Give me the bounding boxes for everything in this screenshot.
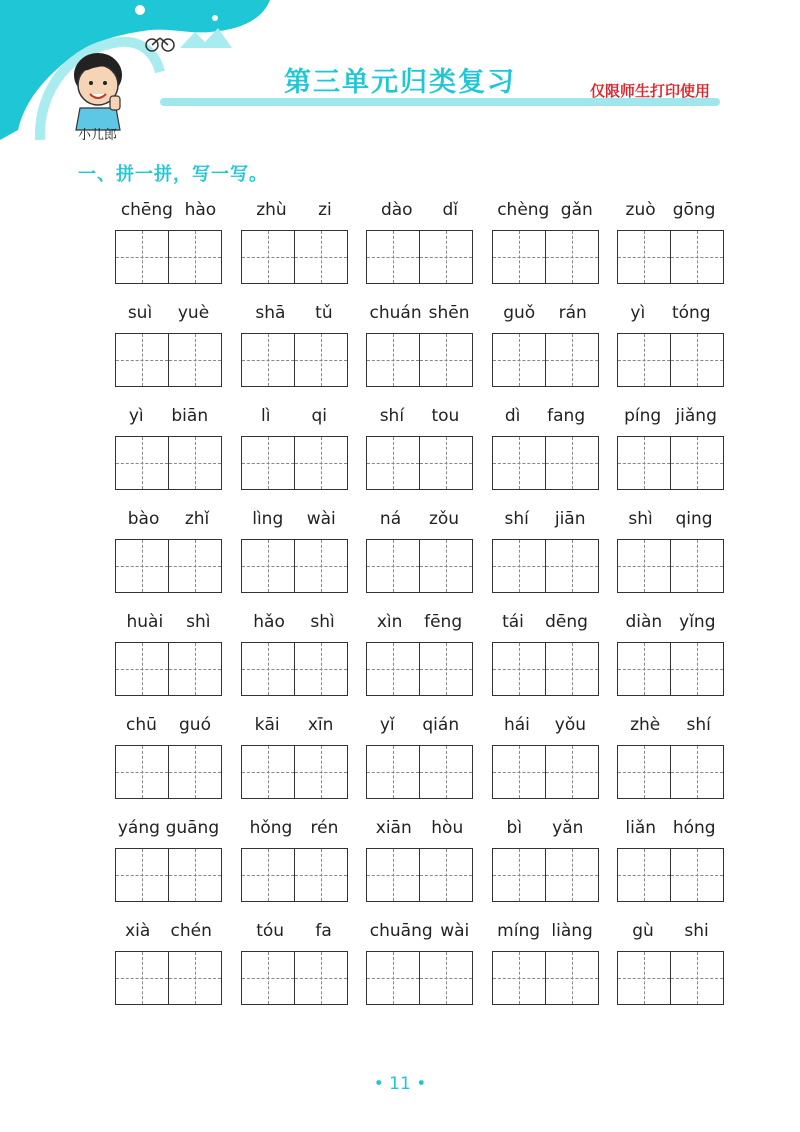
writing-box[interactable] bbox=[617, 951, 724, 1005]
pinyin-label bbox=[241, 921, 348, 941]
pinyin-syllable: qi bbox=[311, 406, 327, 426]
writing-box[interactable] bbox=[366, 848, 473, 902]
exercise-item bbox=[617, 814, 724, 917]
writing-box[interactable] bbox=[241, 642, 348, 696]
pinyin-label bbox=[241, 406, 348, 426]
pinyin-syllable: shí bbox=[504, 509, 529, 529]
pinyin-syllable: hǒng bbox=[249, 818, 293, 838]
pinyin-label bbox=[366, 921, 473, 941]
exercise-item bbox=[492, 299, 599, 402]
pinyin-syllable: liǎn bbox=[625, 818, 657, 838]
pinyin-label bbox=[241, 303, 348, 323]
exercise-item bbox=[617, 505, 724, 608]
character-cell[interactable] bbox=[670, 334, 723, 386]
writing-box[interactable] bbox=[115, 642, 222, 696]
exercise-item bbox=[115, 505, 222, 608]
pinyin-syllable: chén bbox=[170, 921, 212, 941]
pinyin-syllable: wài bbox=[306, 509, 336, 529]
character-cell[interactable] bbox=[419, 952, 472, 1004]
character-cell[interactable] bbox=[367, 334, 419, 386]
character-cell[interactable] bbox=[168, 643, 221, 695]
character-cell[interactable] bbox=[116, 849, 168, 901]
pinyin-syllable: shì bbox=[310, 612, 335, 632]
character-cell[interactable] bbox=[670, 746, 723, 798]
writing-box[interactable] bbox=[617, 436, 724, 490]
exercise-item bbox=[366, 299, 473, 402]
pinyin-label bbox=[115, 200, 222, 220]
character-cell[interactable] bbox=[242, 334, 294, 386]
writing-box[interactable] bbox=[115, 951, 222, 1005]
character-cell[interactable] bbox=[493, 437, 545, 489]
character-cell[interactable] bbox=[242, 849, 294, 901]
character-cell[interactable] bbox=[367, 643, 419, 695]
pinyin-syllable: yáng bbox=[117, 818, 160, 838]
character-cell[interactable] bbox=[168, 540, 221, 592]
character-cell[interactable] bbox=[493, 643, 545, 695]
pinyin-syllable: gǎn bbox=[560, 200, 593, 220]
writing-box[interactable] bbox=[241, 848, 348, 902]
exercise-heading: 一、拼一拼，写一写。 bbox=[78, 164, 268, 185]
pinyin-syllable: jiān bbox=[554, 509, 586, 529]
pinyin-syllable: hóng bbox=[672, 818, 716, 838]
exercise-item bbox=[617, 299, 724, 402]
pinyin-syllable: chuán bbox=[369, 303, 422, 323]
pinyin-syllable: shì bbox=[628, 509, 653, 529]
writing-box[interactable] bbox=[241, 333, 348, 387]
character-cell[interactable] bbox=[493, 231, 545, 283]
character-cell[interactable] bbox=[618, 746, 670, 798]
pinyin-label bbox=[366, 612, 473, 632]
writing-box[interactable] bbox=[617, 642, 724, 696]
character-cell[interactable] bbox=[116, 952, 168, 1004]
character-cell[interactable] bbox=[493, 952, 545, 1004]
page-title: 第三单元归类复习 bbox=[284, 67, 516, 98]
writing-box[interactable] bbox=[492, 642, 599, 696]
exercise-item bbox=[366, 711, 473, 814]
pinyin-label bbox=[617, 612, 724, 632]
character-cell[interactable] bbox=[545, 231, 598, 283]
pinyin-label bbox=[366, 509, 473, 529]
pinyin-syllable: lì bbox=[261, 406, 271, 426]
pinyin-syllable: xiān bbox=[375, 818, 412, 838]
pinyin-syllable: fēng bbox=[424, 612, 463, 632]
pinyin-syllable: zǒu bbox=[428, 509, 460, 529]
writing-box[interactable] bbox=[241, 951, 348, 1005]
pinyin-label bbox=[617, 303, 724, 323]
pinyin-syllable: hòu bbox=[431, 818, 464, 838]
character-cell[interactable] bbox=[618, 849, 670, 901]
pinyin-syllable: tóng bbox=[671, 303, 711, 323]
pinyin-syllable: shā bbox=[255, 303, 286, 323]
exercise-item bbox=[115, 917, 222, 1020]
pinyin-syllable: liàng bbox=[551, 921, 593, 941]
pinyin-label bbox=[115, 303, 222, 323]
exercise-item bbox=[241, 299, 348, 402]
character-cell[interactable] bbox=[242, 746, 294, 798]
pinyin-syllable: tǔ bbox=[315, 303, 333, 323]
character-cell[interactable] bbox=[367, 437, 419, 489]
exercise-grid bbox=[115, 196, 727, 1020]
pinyin-syllable: dào bbox=[380, 200, 413, 220]
page-number: • 11 • bbox=[373, 1074, 427, 1094]
print-usage-note: 仅限师生打印使用 bbox=[590, 82, 711, 100]
character-cell[interactable] bbox=[168, 437, 221, 489]
exercise-item bbox=[366, 608, 473, 711]
pinyin-label bbox=[617, 200, 724, 220]
pinyin-syllable: kāi bbox=[254, 715, 280, 735]
character-cell[interactable] bbox=[545, 849, 598, 901]
exercise-item bbox=[617, 196, 724, 299]
pinyin-label bbox=[492, 509, 599, 529]
pinyin-label bbox=[492, 921, 599, 941]
character-cell[interactable] bbox=[242, 643, 294, 695]
exercise-item bbox=[492, 608, 599, 711]
pinyin-label bbox=[241, 715, 348, 735]
character-cell[interactable] bbox=[419, 643, 472, 695]
exercise-item bbox=[115, 608, 222, 711]
exercise-item bbox=[115, 814, 222, 917]
pinyin-label bbox=[617, 509, 724, 529]
writing-box[interactable] bbox=[492, 436, 599, 490]
writing-box[interactable] bbox=[366, 642, 473, 696]
pinyin-syllable: shì bbox=[186, 612, 211, 632]
pinyin-label bbox=[115, 509, 222, 529]
character-cell[interactable] bbox=[367, 952, 419, 1004]
exercise-item bbox=[366, 505, 473, 608]
pinyin-syllable: chuāng bbox=[369, 921, 433, 941]
writing-box[interactable] bbox=[617, 333, 724, 387]
character-cell[interactable] bbox=[294, 231, 347, 283]
writing-box[interactable] bbox=[617, 230, 724, 284]
pinyin-syllable: píng bbox=[624, 406, 662, 426]
writing-box[interactable] bbox=[115, 539, 222, 593]
mascot-boy-illustration bbox=[74, 53, 122, 130]
pinyin-label bbox=[492, 200, 599, 220]
writing-box[interactable] bbox=[115, 848, 222, 902]
pinyin-syllable: guǒ bbox=[503, 303, 536, 323]
writing-box[interactable] bbox=[492, 848, 599, 902]
pinyin-label bbox=[492, 715, 599, 735]
pinyin-syllable: yǐng bbox=[679, 612, 716, 632]
character-cell[interactable] bbox=[242, 540, 294, 592]
exercise-item bbox=[492, 814, 599, 917]
exercise-item bbox=[241, 814, 348, 917]
character-cell[interactable] bbox=[618, 437, 670, 489]
pinyin-syllable: míng bbox=[497, 921, 541, 941]
pinyin-label bbox=[115, 715, 222, 735]
character-cell[interactable] bbox=[116, 643, 168, 695]
character-cell[interactable] bbox=[419, 746, 472, 798]
pinyin-syllable: chū bbox=[126, 715, 157, 735]
pinyin-label bbox=[366, 200, 473, 220]
character-cell[interactable] bbox=[294, 540, 347, 592]
character-cell[interactable] bbox=[294, 849, 347, 901]
writing-box[interactable] bbox=[492, 539, 599, 593]
pinyin-label bbox=[617, 921, 724, 941]
character-cell[interactable] bbox=[670, 952, 723, 1004]
character-cell[interactable] bbox=[294, 952, 347, 1004]
writing-box[interactable] bbox=[241, 539, 348, 593]
exercise-item bbox=[492, 196, 599, 299]
character-cell[interactable] bbox=[367, 231, 419, 283]
writing-box[interactable] bbox=[115, 436, 222, 490]
exercise-item bbox=[366, 196, 473, 299]
character-cell[interactable] bbox=[670, 540, 723, 592]
pinyin-syllable: guāng bbox=[165, 818, 220, 838]
pinyin-syllable: biān bbox=[171, 406, 209, 426]
character-cell[interactable] bbox=[419, 231, 472, 283]
writing-box[interactable] bbox=[115, 333, 222, 387]
character-cell[interactable] bbox=[493, 746, 545, 798]
pinyin-syllable: yuè bbox=[177, 303, 210, 323]
pinyin-syllable: qing bbox=[675, 509, 713, 529]
pinyin-syllable: zuò bbox=[625, 200, 656, 220]
writing-box[interactable] bbox=[366, 333, 473, 387]
character-cell[interactable] bbox=[670, 437, 723, 489]
pinyin-syllable: qián bbox=[422, 715, 460, 735]
pinyin-syllable: gōng bbox=[672, 200, 716, 220]
character-cell[interactable] bbox=[545, 540, 598, 592]
pinyin-syllable: hǎo bbox=[253, 612, 285, 632]
character-cell[interactable] bbox=[168, 231, 221, 283]
writing-box[interactable] bbox=[492, 333, 599, 387]
pinyin-label bbox=[492, 406, 599, 426]
character-cell[interactable] bbox=[545, 437, 598, 489]
character-cell[interactable] bbox=[294, 643, 347, 695]
pinyin-syllable: tou bbox=[431, 406, 460, 426]
writing-box[interactable] bbox=[366, 436, 473, 490]
pinyin-label bbox=[366, 406, 473, 426]
character-cell[interactable] bbox=[545, 643, 598, 695]
character-cell[interactable] bbox=[367, 849, 419, 901]
pinyin-label bbox=[617, 406, 724, 426]
exercise-item bbox=[241, 196, 348, 299]
character-cell[interactable] bbox=[419, 437, 472, 489]
pinyin-syllable: rán bbox=[558, 303, 587, 323]
character-cell[interactable] bbox=[670, 231, 723, 283]
character-cell[interactable] bbox=[493, 334, 545, 386]
writing-box[interactable] bbox=[366, 539, 473, 593]
character-cell[interactable] bbox=[670, 849, 723, 901]
writing-box[interactable] bbox=[617, 745, 724, 799]
writing-box[interactable] bbox=[241, 230, 348, 284]
character-cell[interactable] bbox=[545, 746, 598, 798]
pinyin-label bbox=[366, 303, 473, 323]
pinyin-syllable: yǐ bbox=[379, 715, 395, 735]
pinyin-syllable: shí bbox=[379, 406, 405, 426]
pinyin-syllable: bì bbox=[506, 818, 523, 838]
pinyin-syllable: dǐ bbox=[442, 200, 459, 220]
character-cell[interactable] bbox=[168, 334, 221, 386]
pinyin-label bbox=[492, 818, 599, 838]
exercise-item bbox=[115, 711, 222, 814]
character-cell[interactable] bbox=[116, 437, 168, 489]
pinyin-label bbox=[115, 612, 222, 632]
character-cell[interactable] bbox=[116, 746, 168, 798]
exercise-item bbox=[617, 402, 724, 505]
pinyin-syllable: dēng bbox=[545, 612, 588, 632]
pinyin-label bbox=[366, 818, 473, 838]
pinyin-syllable: xìn bbox=[376, 612, 403, 632]
character-cell[interactable] bbox=[116, 334, 168, 386]
pinyin-syllable: zhǐ bbox=[184, 509, 210, 529]
writing-box[interactable] bbox=[115, 745, 222, 799]
exercise-item bbox=[366, 917, 473, 1020]
pinyin-syllable: dì bbox=[504, 406, 521, 426]
pinyin-label bbox=[115, 818, 222, 838]
writing-box[interactable] bbox=[617, 848, 724, 902]
pinyin-label bbox=[366, 715, 473, 735]
character-cell[interactable] bbox=[242, 952, 294, 1004]
character-cell[interactable] bbox=[168, 849, 221, 901]
pinyin-label bbox=[241, 509, 348, 529]
exercise-item bbox=[366, 814, 473, 917]
exercise-item bbox=[115, 299, 222, 402]
pinyin-label bbox=[241, 818, 348, 838]
character-cell[interactable] bbox=[545, 334, 598, 386]
pinyin-syllable: ná bbox=[379, 509, 402, 529]
exercise-item bbox=[241, 505, 348, 608]
exercise-item bbox=[492, 505, 599, 608]
pinyin-syllable: zhù bbox=[256, 200, 287, 220]
character-cell[interactable] bbox=[116, 540, 168, 592]
writing-box[interactable] bbox=[241, 436, 348, 490]
pinyin-label bbox=[617, 715, 724, 735]
character-cell[interactable] bbox=[419, 540, 472, 592]
pinyin-syllable: xià bbox=[125, 921, 151, 941]
character-cell[interactable] bbox=[618, 643, 670, 695]
pinyin-syllable: huài bbox=[126, 612, 164, 632]
character-cell[interactable] bbox=[545, 952, 598, 1004]
pinyin-syllable: suì bbox=[127, 303, 153, 323]
exercise-item bbox=[241, 917, 348, 1020]
pinyin-syllable: shí bbox=[686, 715, 711, 735]
character-cell[interactable] bbox=[618, 231, 670, 283]
writing-box[interactable] bbox=[492, 745, 599, 799]
character-cell[interactable] bbox=[367, 540, 419, 592]
exercise-item bbox=[492, 711, 599, 814]
character-cell[interactable] bbox=[168, 952, 221, 1004]
mascot-caption: 小儿郎 bbox=[78, 128, 118, 143]
pinyin-syllable: hái bbox=[503, 715, 530, 735]
pinyin-syllable: hào bbox=[184, 200, 217, 220]
pinyin-syllable: lìng bbox=[252, 509, 284, 529]
writing-box[interactable] bbox=[115, 230, 222, 284]
pinyin-syllable: fa bbox=[315, 921, 332, 941]
pinyin-syllable: tóu bbox=[256, 921, 285, 941]
pinyin-syllable: shi bbox=[684, 921, 709, 941]
pinyin-syllable: fang bbox=[547, 406, 586, 426]
character-cell[interactable] bbox=[116, 231, 168, 283]
pinyin-label bbox=[492, 303, 599, 323]
pinyin-syllable: zi bbox=[318, 200, 332, 220]
exercise-item bbox=[617, 608, 724, 711]
writing-box[interactable] bbox=[492, 951, 599, 1005]
writing-box[interactable] bbox=[366, 951, 473, 1005]
character-cell[interactable] bbox=[294, 334, 347, 386]
pinyin-syllable: xīn bbox=[307, 715, 334, 735]
pinyin-label bbox=[115, 921, 222, 941]
exercise-item bbox=[492, 917, 599, 1020]
pinyin-syllable: diàn bbox=[625, 612, 663, 632]
pinyin-label bbox=[617, 818, 724, 838]
pinyin-label bbox=[115, 406, 222, 426]
writing-box[interactable] bbox=[241, 745, 348, 799]
character-cell[interactable] bbox=[242, 437, 294, 489]
pinyin-syllable: gù bbox=[632, 921, 654, 941]
exercise-item bbox=[492, 402, 599, 505]
character-cell[interactable] bbox=[419, 334, 472, 386]
pinyin-label bbox=[492, 612, 599, 632]
pinyin-syllable: chèng bbox=[497, 200, 550, 220]
pinyin-syllable: yì bbox=[630, 303, 646, 323]
pinyin-syllable: tái bbox=[502, 612, 524, 632]
pinyin-syllable: rén bbox=[310, 818, 339, 838]
pinyin-syllable: yì bbox=[128, 406, 144, 426]
writing-box[interactable] bbox=[492, 230, 599, 284]
exercise-item bbox=[115, 402, 222, 505]
character-cell[interactable] bbox=[493, 849, 545, 901]
character-cell[interactable] bbox=[294, 746, 347, 798]
character-cell[interactable] bbox=[242, 231, 294, 283]
exercise-item bbox=[241, 608, 348, 711]
writing-box[interactable] bbox=[366, 745, 473, 799]
pinyin-syllable: chēng bbox=[120, 200, 173, 220]
pinyin-syllable: bào bbox=[127, 509, 160, 529]
exercise-item bbox=[617, 917, 724, 1020]
exercise-item bbox=[617, 711, 724, 814]
character-cell[interactable] bbox=[367, 746, 419, 798]
pinyin-label bbox=[241, 200, 348, 220]
pinyin-label bbox=[241, 612, 348, 632]
character-cell[interactable] bbox=[419, 849, 472, 901]
character-cell[interactable] bbox=[294, 437, 347, 489]
page-header bbox=[0, 0, 800, 150]
exercise-item bbox=[115, 196, 222, 299]
pinyin-syllable: zhè bbox=[630, 715, 661, 735]
pinyin-syllable: yǎn bbox=[552, 818, 584, 838]
exercise-item bbox=[241, 711, 348, 814]
writing-box[interactable] bbox=[617, 539, 724, 593]
exercise-item bbox=[366, 402, 473, 505]
pinyin-syllable: yǒu bbox=[554, 715, 587, 735]
pinyin-syllable: wài bbox=[440, 921, 470, 941]
character-cell[interactable] bbox=[618, 540, 670, 592]
pinyin-syllable: shēn bbox=[428, 303, 470, 323]
character-cell[interactable] bbox=[493, 540, 545, 592]
writing-box[interactable] bbox=[366, 230, 473, 284]
character-cell[interactable] bbox=[618, 334, 670, 386]
character-cell[interactable] bbox=[168, 746, 221, 798]
pinyin-syllable: guó bbox=[179, 715, 211, 735]
character-cell[interactable] bbox=[670, 643, 723, 695]
exercise-item bbox=[241, 402, 348, 505]
character-cell[interactable] bbox=[618, 952, 670, 1004]
pinyin-syllable: jiǎng bbox=[675, 406, 717, 426]
